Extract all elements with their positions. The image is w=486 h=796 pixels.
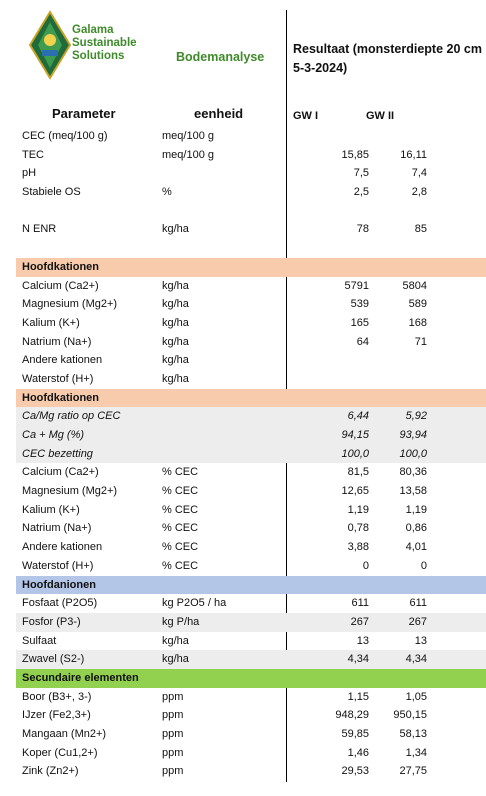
unit-cell: meq/100 g — [162, 148, 214, 161]
gw1-value-cell: 94,15 — [341, 429, 369, 441]
gw2-value-cell: 71 — [414, 335, 427, 348]
unit-cell: % CEC — [162, 559, 199, 572]
gw2-value-cell: 58,13 — [399, 728, 427, 740]
table-row — [16, 314, 486, 333]
table-row — [16, 146, 486, 165]
parameter-cell: Zink (Zn2+) — [22, 765, 79, 778]
unit-cell: % — [162, 186, 172, 199]
result-heading — [293, 40, 482, 78]
table-row — [16, 370, 486, 389]
table-row — [16, 463, 486, 482]
table-row — [16, 706, 486, 725]
logo-line-1: Galama — [72, 24, 114, 36]
parameter-cell: Koper (Cu1,2+) — [22, 746, 98, 759]
table-row — [16, 333, 486, 352]
parameter-cell: Boor (B3+, 3-) — [22, 690, 92, 703]
section-title: Hoofdkationen — [22, 391, 99, 404]
unit-cell: kg P2O5 / ha — [162, 597, 227, 610]
gw2-value-cell: 85 — [414, 223, 427, 236]
parameter-cell: Natrium (Na+) — [22, 335, 92, 348]
parameter-cell: Waterstof (H+) — [22, 559, 94, 572]
table-row — [16, 426, 486, 445]
gw1-value-cell: 4,34 — [347, 653, 369, 666]
unit-cell: kg/ha — [162, 354, 189, 367]
table-row — [16, 744, 486, 763]
table-row — [16, 650, 486, 669]
table-row — [16, 295, 486, 314]
gw1-value-cell: 29,53 — [341, 765, 369, 778]
result-heading-line-2: 5-3-2024) — [293, 61, 348, 75]
gw2-value-cell: 950,15 — [393, 709, 427, 722]
parameter-cell: Ca + Mg (%) — [22, 429, 85, 441]
gw1-value-cell: 948,29 — [335, 709, 369, 722]
section-header — [16, 669, 486, 688]
unit-cell: kg/ha — [162, 316, 189, 329]
unit-cell: kg/ha — [162, 634, 189, 647]
unit-cell: % CEC — [162, 485, 199, 498]
parameter-cell: Fosfaat (P2O5) — [22, 597, 98, 610]
table-row — [16, 519, 486, 538]
gw2-value-cell: 611 — [409, 597, 427, 610]
gw1-value-cell: 3,88 — [347, 541, 369, 554]
gw2-value-cell: 13,58 — [399, 485, 427, 498]
gw2-value-cell: 80,36 — [399, 466, 427, 479]
section-header — [16, 258, 486, 277]
table-row — [16, 632, 486, 651]
gw2-value-cell: 168 — [408, 316, 427, 329]
gw1-value-cell: 59,85 — [341, 728, 369, 740]
unit-cell: kg/ha — [162, 298, 189, 311]
parameter-cell: Kalium (K+) — [22, 316, 80, 329]
gw2-value-cell: 4,34 — [405, 653, 427, 666]
table-row — [16, 445, 486, 464]
unit-cell: kg/ha — [162, 279, 189, 292]
gw1-value-cell: 12,65 — [341, 485, 369, 498]
document-title: Bodemanalyse — [176, 50, 265, 64]
parameter-cell: Magnesium (Mg2+) — [22, 298, 118, 311]
unit-cell: % CEC — [162, 466, 199, 479]
unit-cell: kg/ha — [162, 335, 189, 348]
parameter-cell: N ENR — [22, 223, 57, 236]
gw1-value-cell: 2,5 — [353, 186, 369, 199]
gw1-column-header: GW I — [293, 110, 319, 122]
gw1-value-cell: 611 — [351, 597, 369, 610]
section-header — [16, 389, 486, 408]
table-row — [16, 501, 486, 520]
parameter-cell: Fosfor (P3-) — [22, 615, 81, 628]
unit-cell: % CEC — [162, 541, 199, 554]
gw2-value-cell: 13 — [414, 634, 427, 647]
parameter-cell: IJzer (Fe2,3+) — [22, 709, 91, 722]
gw1-value-cell: 1,46 — [347, 746, 369, 759]
gw2-value-cell: 93,94 — [399, 429, 427, 441]
parameter-cell: Kalium (K+) — [22, 503, 80, 516]
gw2-value-cell: 1,05 — [405, 690, 427, 703]
unit-cell: ppm — [162, 728, 184, 740]
gw2-value-cell: 0,86 — [405, 522, 427, 535]
logo-line-2: Sustainable — [72, 37, 137, 49]
gw2-value-cell: 5804 — [402, 279, 427, 292]
soil-analysis-table — [16, 127, 486, 781]
section-header — [16, 576, 486, 595]
parameter-cell: Magnesium (Mg2+) — [22, 485, 118, 498]
gw1-value-cell: 6,44 — [347, 410, 369, 423]
section-title: Hoofdanionen — [22, 578, 96, 591]
unit-cell: ppm — [162, 746, 184, 759]
gw1-value-cell: 78 — [356, 223, 369, 236]
unit-cell: meq/100 g — [162, 130, 214, 142]
parameter-cell: Andere kationen — [22, 354, 103, 367]
table-row — [16, 538, 486, 557]
parameter-cell: CEC bezetting — [22, 447, 93, 460]
parameter-cell: Stabiele OS — [22, 186, 81, 199]
table-row — [16, 351, 486, 370]
section-title: Hoofdkationen — [22, 260, 99, 273]
gw2-value-cell: 5,92 — [405, 410, 427, 423]
table-row — [16, 183, 486, 202]
gw2-value-cell: 589 — [408, 298, 427, 311]
gw1-value-cell: 165 — [350, 316, 369, 329]
parameter-column-header: Parameter — [52, 106, 116, 121]
parameter-cell: Natrium (Na+) — [22, 522, 92, 535]
parameter-cell: Andere kationen — [22, 541, 103, 554]
gw1-value-cell: 5791 — [344, 279, 369, 292]
parameter-cell: Ca/Mg ratio op CEC — [22, 410, 121, 423]
result-heading-line-1: Resultaat (monsterdiepte 20 cm — [293, 42, 482, 56]
parameter-cell: Calcium (Ca2+) — [22, 466, 99, 479]
unit-column-header: eenheid — [194, 106, 244, 121]
table-row — [16, 164, 486, 183]
table-row — [16, 220, 486, 239]
gw2-value-cell: 267 — [408, 615, 427, 628]
unit-cell: ppm — [162, 690, 184, 703]
gw1-value-cell: 64 — [356, 335, 369, 348]
section-title: Secundaire elementen — [22, 671, 139, 684]
parameter-cell: Calcium (Ca2+) — [22, 279, 99, 292]
gw2-value-cell: 1,34 — [405, 746, 427, 759]
gw2-column-header: GW II — [366, 110, 395, 122]
unit-cell: kg/ha — [162, 372, 189, 385]
table-row — [16, 202, 486, 221]
table-row — [16, 762, 486, 781]
unit-cell: ppm — [162, 709, 184, 722]
gw1-value-cell: 1,19 — [347, 503, 369, 516]
parameter-cell: TEC — [22, 148, 44, 161]
parameter-cell: pH — [22, 167, 37, 180]
unit-cell: % CEC — [162, 503, 199, 516]
parameter-cell: Sulfaat — [22, 634, 57, 647]
logo-diamond-icon — [28, 10, 72, 80]
table-row — [16, 594, 486, 613]
table-row — [16, 688, 486, 707]
unit-cell: kg P/ha — [162, 615, 200, 628]
gw1-value-cell: 539 — [350, 298, 369, 311]
gw1-value-cell: 15,85 — [341, 148, 369, 161]
table-row — [16, 482, 486, 501]
table-row — [16, 277, 486, 296]
gw2-value-cell: 2,8 — [411, 186, 427, 199]
gw2-value-cell: 100,0 — [399, 447, 427, 460]
table-row — [16, 613, 486, 632]
gw2-value-cell: 0 — [420, 559, 427, 572]
parameter-cell: Waterstof (H+) — [22, 372, 94, 385]
gw2-value-cell: 1,19 — [405, 503, 427, 516]
table-row — [16, 239, 486, 258]
gw1-value-cell: 13 — [356, 634, 369, 647]
gw1-value-cell: 0,78 — [347, 522, 369, 535]
gw1-value-cell: 100,0 — [341, 447, 369, 460]
gw1-value-cell: 1,15 — [347, 690, 369, 703]
gw2-value-cell: 4,01 — [405, 541, 427, 554]
gw1-value-cell: 267 — [350, 615, 369, 628]
parameter-cell: Mangaan (Mn2+) — [22, 728, 107, 740]
unit-cell: % CEC — [162, 522, 199, 535]
unit-cell: kg/ha — [162, 653, 189, 666]
unit-cell: ppm — [162, 765, 184, 778]
logo-line-3: Solutions — [72, 50, 125, 62]
gw1-value-cell: 7,5 — [353, 167, 369, 180]
company-logo — [28, 10, 178, 80]
gw2-value-cell: 7,4 — [411, 167, 427, 180]
gw1-value-cell: 0 — [362, 559, 369, 572]
gw2-value-cell: 27,75 — [399, 765, 427, 778]
gw1-value-cell: 81,5 — [347, 466, 369, 479]
table-row — [16, 725, 486, 744]
parameter-cell: CEC (meq/100 g) — [22, 130, 108, 142]
table-row — [16, 127, 486, 146]
gw2-value-cell: 16,11 — [400, 148, 427, 161]
table-row — [16, 407, 486, 426]
parameter-cell: Zwavel (S2-) — [22, 653, 85, 666]
unit-cell: kg/ha — [162, 223, 189, 236]
table-row — [16, 557, 486, 576]
